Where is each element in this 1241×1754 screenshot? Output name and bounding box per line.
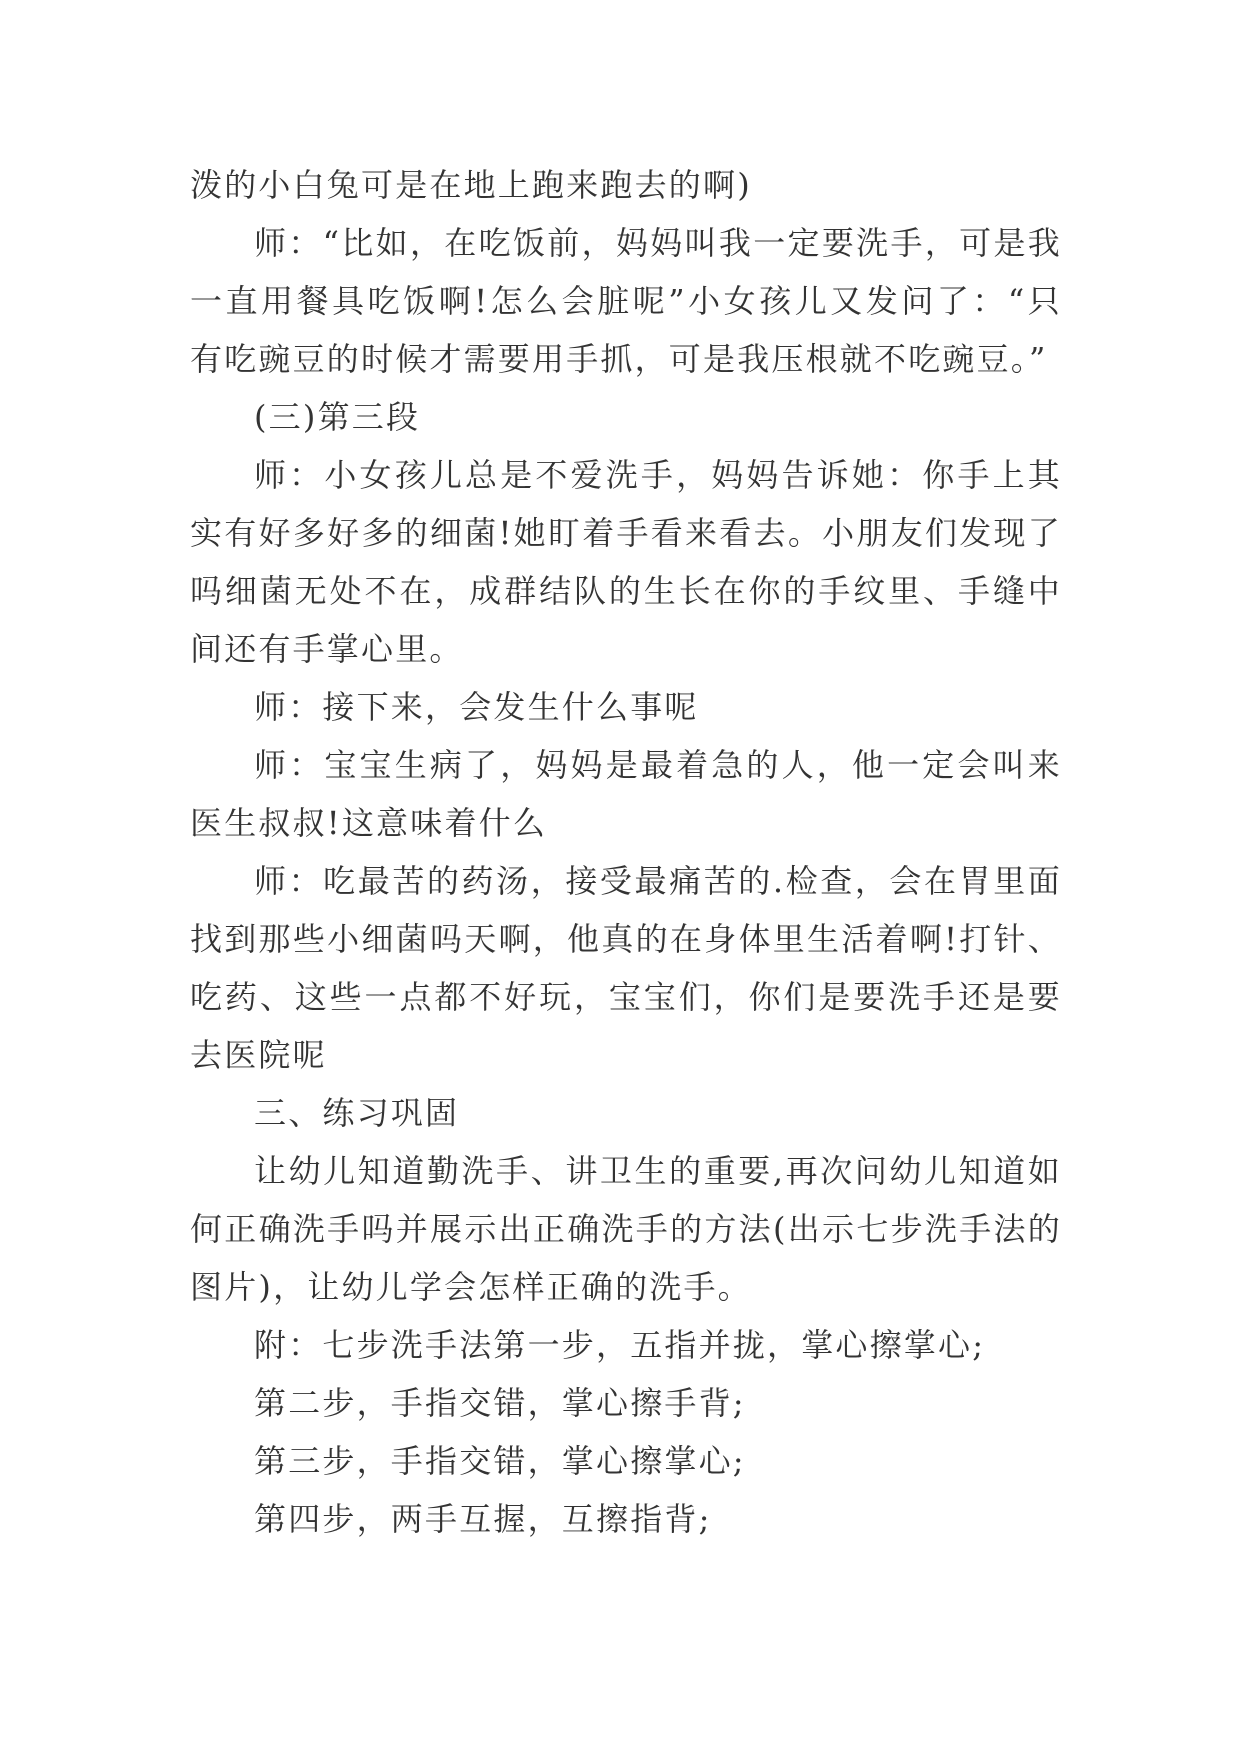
document-body: [190, 156, 1062, 1548]
list-item-step-three: 第三步，手指交错，掌心擦掌心;: [254, 1442, 746, 1480]
paragraph-practice-description: 让幼儿知道勤洗手、讲卫生的重要,再次问幼儿知道如何正确洗手吗并展示出正确洗手的方法(出示七步洗手法的图片)，让幼儿学会怎样正确的洗手。: [190, 1152, 1062, 1306]
list-item-step-two: 第二步，手指交错，掌心擦手背;: [254, 1384, 746, 1422]
paragraph-teacher-germs: 师：小女孩儿总是不爱洗手，妈妈告诉她：你手上其实有好多好多的细菌!她盯着手看来看去。小朋友们发现了吗细菌无处不在，成群结队的生长在你的手纹里、手缝中间还有手掌心里。: [190, 456, 1062, 668]
list-item-step-one: 附：七步洗手法第一步，五指并拢，掌心擦掌心;: [254, 1326, 986, 1364]
paragraph-teacher-medicine: 师：吃最苦的药汤，接受最痛苦的.检查，会在胃里面找到那些小细菌吗天啊，他真的在身体里生活着啊!打针、吃药、这些一点都不好玩，宝宝们，你们是要洗手还是要去医院呢: [190, 862, 1062, 1074]
paragraph-teacher-example: 师：“比如，在吃饭前，妈妈叫我一定要洗手，可是我一直用餐具吃饭啊!怎么会脏呢”小女孩儿又发问了：“只有吃豌豆的时候才需要用手抓，可是我压根就不吃豌豆。”: [190, 224, 1062, 378]
paragraph-teacher-next: 师：接下来，会发生什么事呢: [254, 688, 699, 726]
paragraph-continuation: 泼的小白兔可是在地上跑来跑去的啊): [190, 166, 752, 204]
paragraph-teacher-sick: 师：宝宝生病了，妈妈是最着急的人，他一定会叫来医生叔叔!这意味着什么: [190, 746, 1062, 842]
section-heading-part-three: (三)第三段: [254, 398, 421, 436]
list-item-step-four: 第四步，两手互握，互擦指背;: [254, 1500, 712, 1538]
section-heading-practice: 三、练习巩固: [254, 1094, 460, 1132]
